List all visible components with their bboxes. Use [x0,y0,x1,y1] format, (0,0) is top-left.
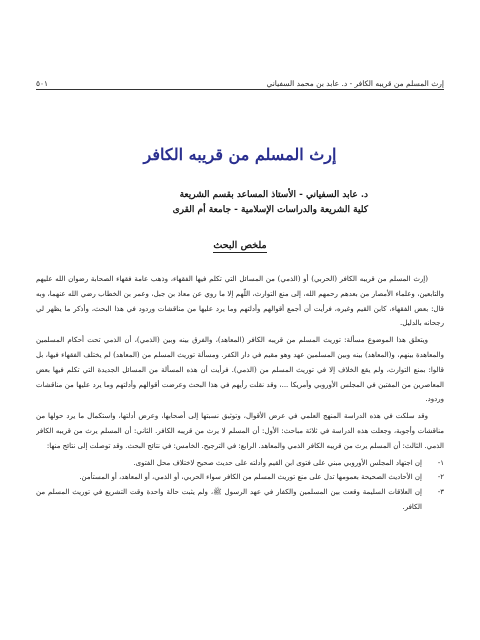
results-list [36,456,444,515]
author-block [36,188,368,218]
result-text: إن العلاقات السليمة وقعت بين المسلمين والكفار في عهد الرسول ﷺ، ولم يثبت حالة واحدة وقت التشريع في توريث المسلم من الكافر. [36,488,422,511]
result-item-2 [36,470,444,485]
result-text: إن اجتهاد المجلس الأوروبي مبني على فتوى ابن القيم وأدلته على حديث صحيح لاختلاف محل الفتوى. [133,458,422,467]
author-line-1: د. عابد السفياني - الأستاذ المساعد بقسم الشريعة [179,190,368,200]
result-item-3 [36,485,444,515]
page-number: ٥٠١ [36,79,49,88]
result-number: ٣- [437,488,444,497]
running-header [36,70,444,88]
abstract-body [36,272,444,626]
header-text: إرث المسلم من قريبه الكافر - د. عابد بن محمد السفياني [266,79,444,88]
header-divider [36,89,444,90]
result-text: إن الأحاديث الصحيحة بعمومها تدل على منع توريث المسلم من الكافر سواء الحربي، أو الذمي، أو المعاهد، أو المستأمن. [79,473,422,482]
author-line-2: كلية الشريعة والدراسات الإسلامية - جامعة أم القرى [172,205,368,215]
result-item-1 [36,456,444,471]
abstract-paragraph-1: (إرث المسلم من قريبه الكافر (الحربي) أو (الذمي) من المسائل التي تكلم فيها الفقهاء، وذهب عامة فقهاء الصحابة رضوان الله عليهم والتابعين، وعلماء الأمصار من بعدهم رحمهم الله، إلى منع التوارث، اللّهم إلا ما روي عن معاذ بن جبل، وعمر بن الخطاب رضي الله عنهما، وبه قال: بعض الفقهاء، كابن القيم وغيره، فرأيت أن أجمع أقوالهم وأدلتهم وما يرد عليها من مناقشات وردود في هذا البحث، وأذكر ما يظهر لي رجحانه بالدليل. [36,275,444,328]
abstract-paragraph-3: وقد سلكت في هذه الدراسة المنهج العلمي في عرض الأقوال، وتوثيق نسبتها إلى أصحابها، وعرض أدلتها، واستكمال ما يرد حولها من مناقشات وأجوبة، وجعلت هذه الدراسة في ثلاثة مباحث: الأول: أن المسلم لا يرث من قريبه الكافر. الثاني: أن المسلم يرث من قريبه الكافر الذمي. الثالث: أن المسلم يرث من قريبه الكافر الذمي والمعاهد. الرابع: في الترجيح. الخامس: في نتائج البحث. وقد توصلت إلى نتائج منها: [36,412,444,450]
result-number: ١- [437,458,444,467]
result-number: ٢- [437,473,444,482]
abstract-heading-text: ملخص البحث [213,240,267,251]
paper-title: إرث المسلم من قريبه الكافر [143,145,337,164]
abstract-heading [36,240,444,251]
abstract-paragraph-2: ويتعلق هذا الموضوع مسألة: توريث المسلم من قريبه الكافر (المعاهد)، والفرق بينه وبين (الذمي)، أن الذمي تحت أحكام المسلمين والمعاهدة بينهم، و(المعاهد) بينه وبين المسلمين عهد وهو مقيم في دار الكفر. ومسألة توريث المسلم من (المعاهد) لم يختلف الفقهاء فيها، بل قالوا: بمنع التوارث، ولم يقع الخلاف إلا في توريث المسلم من (الذمي). فرأيت أن هذه المسألة من المسائل الجديدة التي تكلم فيها بعض المعاصرين من المفتين في المجلس الأوروبي وأمريكا ...، وقد نقلت رأيهم في هذا البحث وعرضت أقوالهم وأدلتهم وما يرد عليها من مناقشات وردود. [36,336,444,404]
